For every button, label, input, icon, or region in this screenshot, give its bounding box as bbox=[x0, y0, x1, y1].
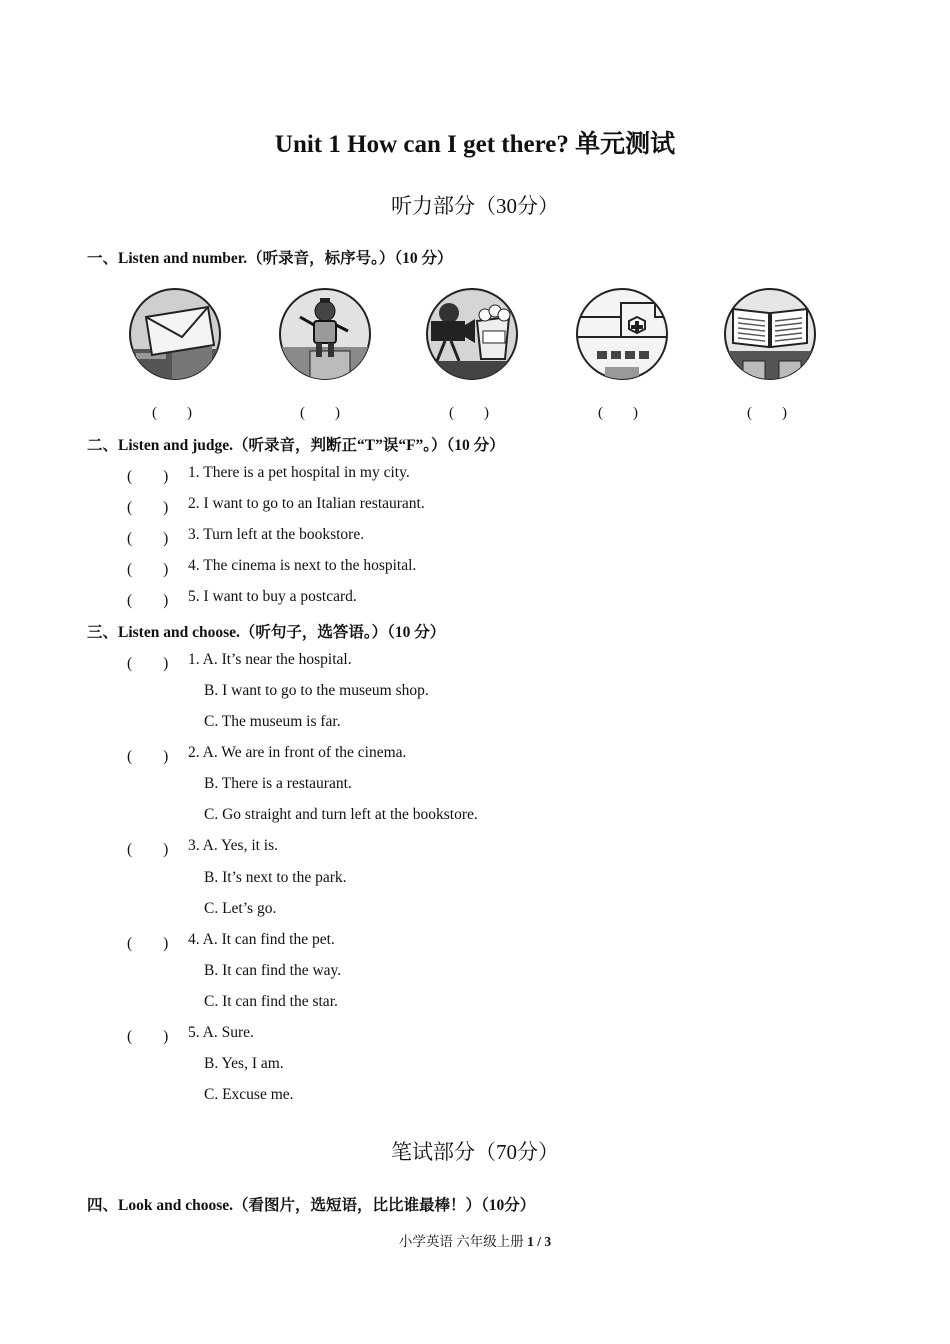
envelope-icon bbox=[128, 287, 222, 381]
choose-q5-option-c: C. Excuse me. bbox=[204, 1086, 294, 1103]
choose-q5-option-b: B. Yes, I am. bbox=[204, 1055, 284, 1072]
judge-blank-4[interactable]: ( ) bbox=[127, 561, 169, 578]
choose-q3-option-c: C. Let’s go. bbox=[204, 900, 277, 917]
listening-part-header: 听力部分（30分） bbox=[391, 194, 559, 218]
choose-q2-option-c: C. Go straight and turn left at the bookstore. bbox=[204, 806, 478, 823]
page-footer bbox=[0, 1230, 950, 1250]
cinema-icon bbox=[425, 287, 519, 381]
judge-blank-2[interactable]: ( ) bbox=[127, 499, 169, 516]
choose-blank-3[interactable]: ( ) bbox=[127, 841, 169, 858]
choose-q1-option-b: B. I want to go to the museum shop. bbox=[204, 682, 429, 699]
judge-item-1: 1. There is a pet hospital in my city. bbox=[188, 464, 410, 481]
writing-part-header: 笔试部分（70分） bbox=[391, 1140, 559, 1164]
judge-item-3: 3. Turn left at the bookstore. bbox=[188, 526, 365, 543]
choose-blank-4[interactable]: ( ) bbox=[127, 935, 169, 952]
judge-item-4: 4. The cinema is next to the hospital. bbox=[188, 557, 417, 574]
picture-2-blank[interactable]: ( ) bbox=[300, 405, 340, 421]
judge-item-5: 5. I want to buy a postcard. bbox=[188, 588, 357, 605]
section-3-heading: 三、Listen and choose.（听句子，选答语。）（10 分） bbox=[87, 624, 446, 641]
choose-q3-option-b: B. It’s next to the park. bbox=[204, 869, 347, 886]
robot-icon bbox=[278, 287, 372, 381]
choose-blank-2[interactable]: ( ) bbox=[127, 748, 169, 765]
choose-q2-option-b: B. There is a restaurant. bbox=[204, 775, 352, 792]
choose-q1-option-a: 1. A. It’s near the hospital. bbox=[188, 651, 352, 668]
judge-blank-3[interactable]: ( ) bbox=[127, 530, 169, 547]
section-4-heading: 四、Look and choose.（看图片，选短语，比比谁最棒！）（10分） bbox=[87, 1197, 536, 1214]
choose-q1-option-c: C. The museum is far. bbox=[204, 713, 341, 730]
choose-q4-option-c: C. It can find the star. bbox=[204, 993, 338, 1010]
choose-q2-option-a: 2. A. We are in front of the cinema. bbox=[188, 744, 407, 761]
choose-q4-option-a: 4. A. It can find the pet. bbox=[188, 931, 335, 948]
choose-blank-5[interactable]: ( ) bbox=[127, 1028, 169, 1045]
picture-3-blank[interactable]: ( ) bbox=[449, 405, 489, 421]
hospital-icon bbox=[575, 287, 669, 381]
book-icon bbox=[723, 287, 817, 381]
section-2-heading: 二、Listen and judge.（听录音，判断正“T”误“F”。）（10 分） bbox=[87, 437, 505, 454]
page-number: 1 / 3 bbox=[527, 1234, 552, 1249]
choose-q5-option-a: 5. A. Sure. bbox=[188, 1024, 254, 1041]
judge-blank-5[interactable]: ( ) bbox=[127, 592, 169, 609]
picture-4-blank[interactable]: ( ) bbox=[598, 405, 638, 421]
choose-q3-option-a: 3. A. Yes, it is. bbox=[188, 837, 279, 854]
judge-blank-1[interactable]: ( ) bbox=[127, 468, 169, 485]
choose-q4-option-b: B. It can find the way. bbox=[204, 962, 342, 979]
section-1-heading: 一、Listen and number.（听录音，标序号。）（10 分） bbox=[87, 250, 453, 267]
judge-item-2: 2. I want to go to an Italian restaurant. bbox=[188, 495, 425, 512]
picture-1-blank[interactable]: ( ) bbox=[152, 405, 192, 421]
picture-5-blank[interactable]: ( ) bbox=[747, 405, 787, 421]
footer-text: 小学英语 六年级上册 bbox=[398, 1234, 528, 1249]
choose-blank-1[interactable]: ( ) bbox=[127, 655, 169, 672]
page-title: Unit 1 How can I get there? 单元测试 bbox=[274, 131, 676, 158]
